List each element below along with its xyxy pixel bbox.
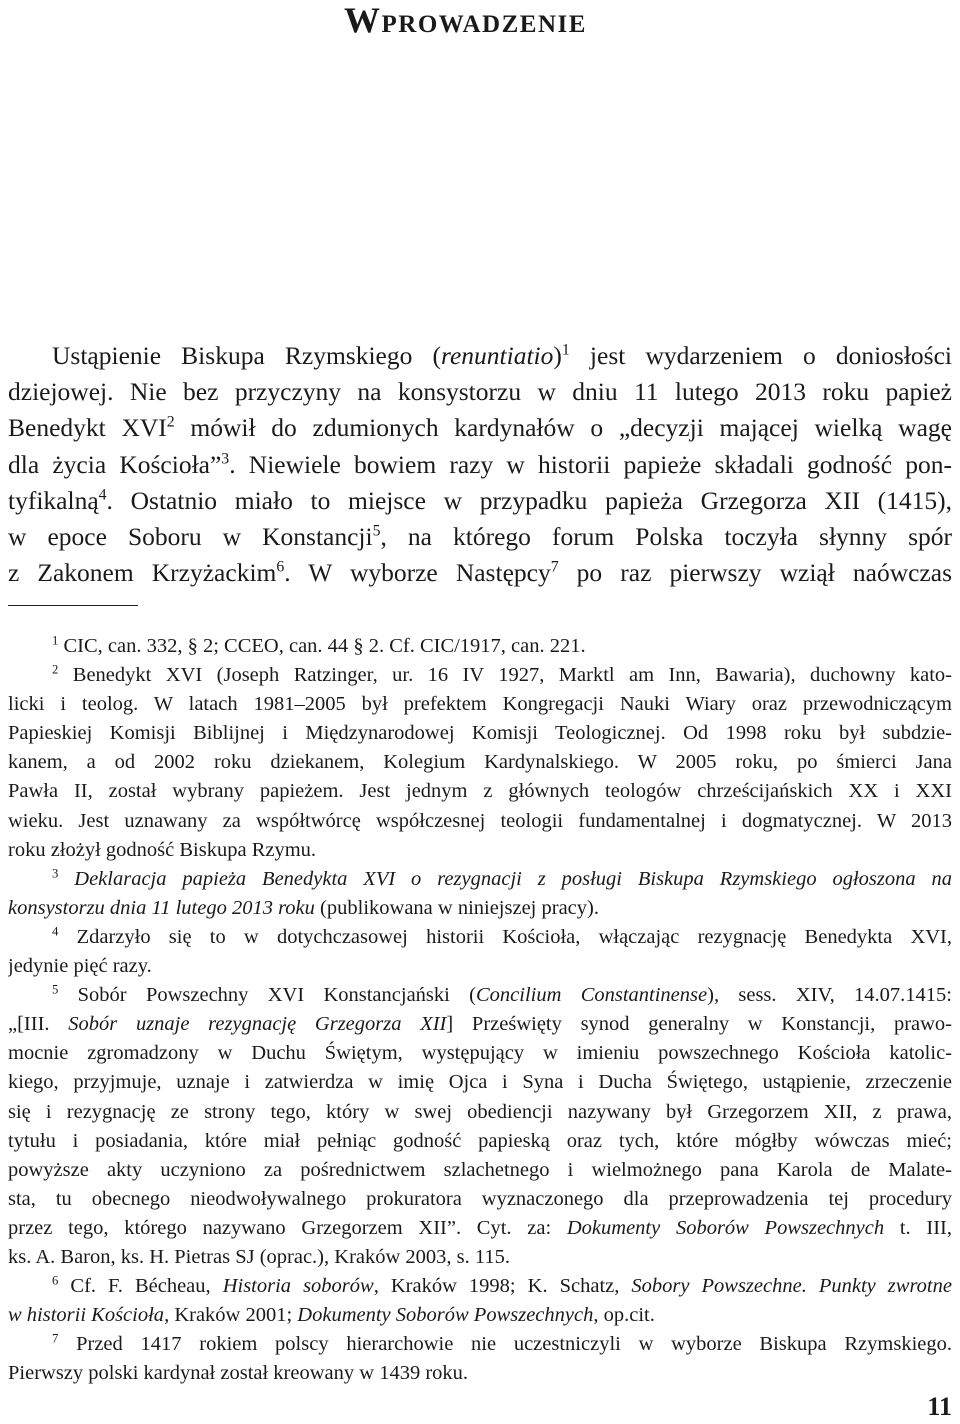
footnote-line: $^6$ Cf. F. Bécheau, Historia soborów, Kraków 1998; K. Schatz, Sobory Powszechne. Punkty zwrotne (52, 1273, 952, 1298)
footnote-number: 7 (52, 1331, 59, 1346)
footnote-ref[interactable]: 1 (561, 341, 570, 359)
footnote-number: 4 (52, 924, 59, 939)
footnote-number: 6 (52, 1273, 59, 1288)
footnote-number: 1 (52, 633, 59, 648)
footnote-ref[interactable]: 3 (221, 450, 230, 468)
footnote-line: tytułu i posiadania, które miał pełniąc godność papieską oraz tych, które mógłby wówczas mieć; (8, 1129, 952, 1152)
text-line: tyfikalną$^4$. Ostatnio miało to miejsce w przypadku papieża Grzegorza XII (1415), (8, 485, 952, 515)
footnote-ref[interactable]: 6 (276, 558, 285, 576)
footnote-line: Papieskiej Komisji Biblijnej i Międzynarodowej Komisji Teologicznej. Od 1998 roku był subdzie- (8, 722, 952, 745)
footnote-separator (8, 605, 138, 606)
footnote-line: $^5$ Sobór Powszechny XVI Konstancjański (Concilium Constantinense), sess. XIV, 14.07.1415: (52, 982, 952, 1007)
footnote-line: mocnie zgromadzony w Duchu Świętym, występujący w imieniu powszechnego Kościoła katolic- (8, 1042, 952, 1065)
footnote-number: 3 (52, 866, 59, 881)
text-line: dziejowej. Nie bez przyczyny na konsystorzu w dniu 11 lutego 2013 roku papież (8, 377, 952, 407)
text-line: Benedykt XVI$^2$ mówił do zdumionych kardynałów o „decyzji mającej wielką wagę (8, 413, 952, 443)
footnote-line: licki i teolog. W latach 1981–2005 był prefektem Kongregacji Nauki Wiary oraz przewodniczącym (8, 693, 952, 716)
footnote-number: 5 (52, 982, 59, 997)
footnote-line: $^7$ Przed 1417 rokiem polscy hierarchowie nie uczestniczyli w wyborze Biskupa Rzymskiego. (52, 1331, 952, 1356)
text-line: dla życia Kościoła”$^3$. Niewiele bowiem razy w historii papieże składali godność pon- (8, 449, 952, 479)
footnote-line: w historii Kościoła, Kraków 2001; Dokumenty Soborów Powszechnych, op.cit. (8, 1304, 655, 1327)
footnote-line: powyższe akty uczyniono za pośrednictwem szlachetnego i wielmożnego pana Karola de Malate- (8, 1158, 952, 1181)
footnote-line: się i rezygnację ze strony tego, który w swej obediencji nazywany był Grzegorzem XII, z prawa, (8, 1100, 952, 1123)
page-number: 11 (927, 1392, 952, 1421)
footnote-line: $^1$ CIC, can. 332, § 2; CCEO, can. 44 § 2. Cf. CIC/1917, can. 221. (52, 633, 586, 657)
text-line: z Zakonem Krzyżackim$^6$. W wyborze Następcy$^7$ po raz pierwszy wziął naówczas (8, 558, 952, 588)
footnotes (8, 632, 952, 1388)
footnote-line: ks. A. Baron, ks. H. Pietras SJ (oprac.), Kraków 2003, s. 115. (8, 1245, 511, 1268)
footnote-line: $^2$ Benedykt XVI (Joseph Ratzinger, ur. 16 IV 1927, Marktl am Inn, Bawaria), duchowny kato- (52, 662, 952, 687)
footnote-ref[interactable]: 2 (166, 413, 175, 431)
footnote-line: $^4$ Zdarzyło się to w dotychczasowej historii Kościoła, włączając rezygnację Benedykta XVI, (52, 924, 952, 948)
section-sign: § (187, 635, 198, 657)
text-line: w epoce Soboru w Konstancji$^5$, na którego forum Polska toczyła słynny spór (8, 521, 952, 551)
section-sign: § (353, 635, 364, 657)
footnote-ref[interactable]: 5 (372, 522, 381, 540)
footnote-line: „[III. Sobór uznaje rezygnację Grzegorza XII] Prześwięty synod generalny w Konstancji, prawo- (8, 1013, 952, 1036)
footnote-line: konsystorzu dnia 11 lutego 2013 roku (publikowana w niniejszej pracy). (8, 896, 599, 919)
footnote-number: 2 (52, 662, 59, 677)
footnote-line: wieku. Jest uznawany za współtwórcę współczesnej teologii fundamentalnej i dogmatycznej. W 2013 (8, 809, 952, 832)
footnote-line: jedynie pięć razy. (8, 955, 152, 978)
footnote-line: sta, tu obecnego nieodwoływalnego prokuratora wyznaczonego dla przeprowadzenia tej procedury (8, 1187, 952, 1210)
footnote-line: Pawła II, został wybrany papieżem. Jest jednym z głównych teologów chrześcijańskich XX i XXI (8, 780, 952, 803)
footnote-line: kanem, a od 2002 roku dziekanem, Kolegium Kardynalskiego. W 2005 roku, po śmierci Jana (8, 751, 952, 774)
footnote-ref[interactable]: 4 (98, 486, 107, 504)
text-line: Ustąpienie Biskupa Rzymskiego (renuntiatio)$^1$ jest wydarzeniem o doniosłości (52, 341, 952, 370)
footnote-line: przez tego, którego nazywano Grzegorzem XII”. Cyt. za: Dokumenty Soborów Powszechnych t. III, (8, 1216, 952, 1239)
footnote-line: kiego, przyjmuje, uznaje i zatwierdza w imię Ojca i Syna i Ducha Świętego, ustąpienie, zrzeczenie (8, 1071, 952, 1094)
footnote-line: Pierwszy polski kardynał został kreowany w 1439 roku. (8, 1362, 469, 1385)
footnote-line: $^3$ Deklaracja papieża Benedykta XVI o rezygnacji z posługi Biskupa Rzymskiego ogłoszona na (52, 866, 952, 890)
chapter-title: Wprowadzenie (344, 0, 587, 40)
footnote-ref[interactable]: 7 (550, 558, 559, 576)
footnote-line: roku złożył godność Biskupa Rzymu. (8, 838, 317, 861)
main-text (8, 338, 952, 591)
